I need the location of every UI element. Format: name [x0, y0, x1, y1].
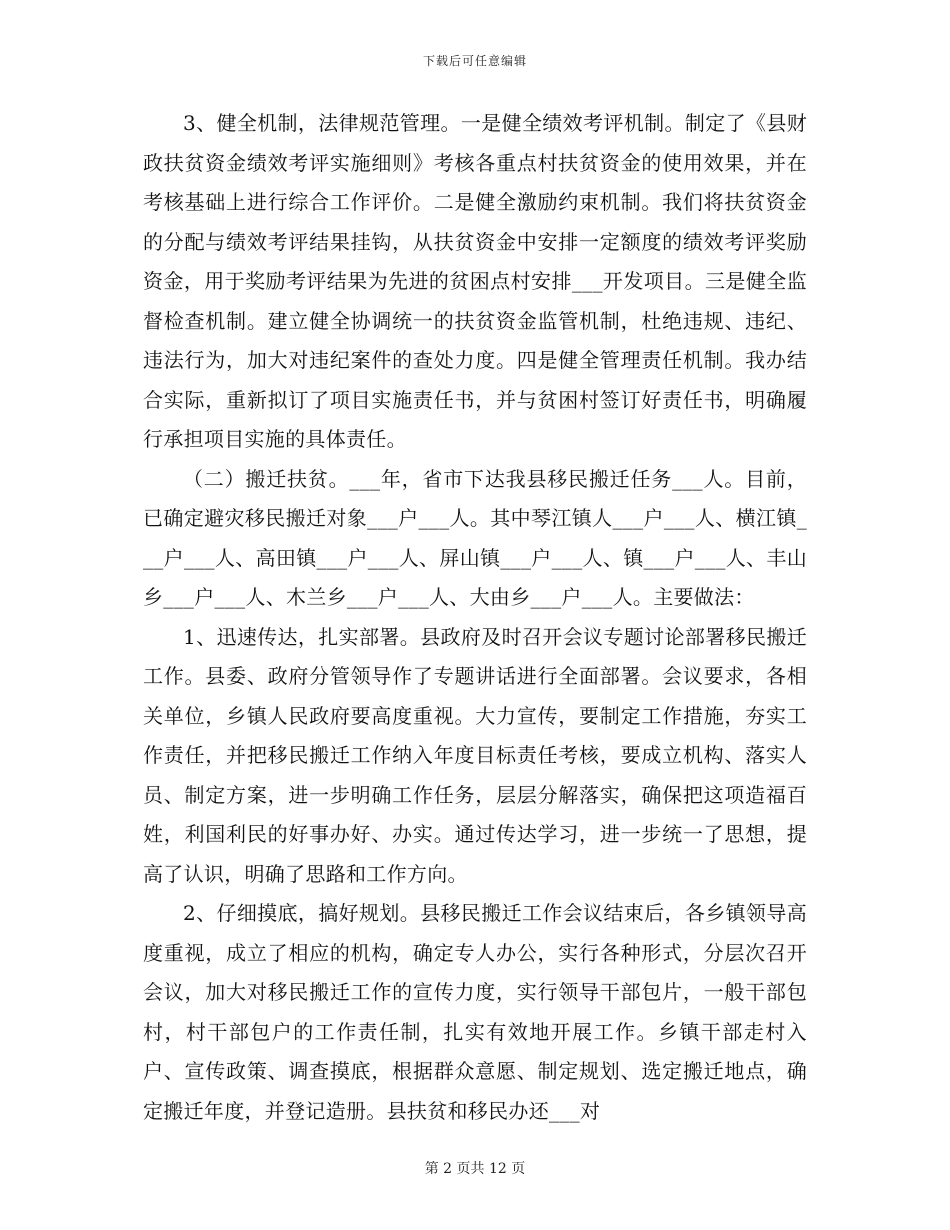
paragraph-deployment: 1、迅速传达，扎实部署。县政府及时召开会议专题讨论部署移民搬迁工作。县委、政府分管领导作了专题讲话进行全面部署。会议要求，各相关单位，乡镇人民政府要高度重视。大力宣传，要制定工作措施，夯实工作责任，并把移民搬迁工作纳入年度目标责任考核，要成立机构、落实人员、制定方案，进一步明确工作任务，层层分解落实，确保把这项造福百姓，利国利民的好事办好、办实。通过传达学习，进一步统一了思想，提高了认识，明确了思路和工作方向。	[143, 624, 807, 886]
page-header: 下载后可任意编辑	[422, 54, 527, 68]
paragraph-mechanism: 3、健全机制，法律规范管理。一是健全绩效考评机制。制定了《县财政扶贫资金绩效考评实施细则》考核各重点村扶贫资金的使用效果，并在考核基础上进行综合工作评价。二是健全激励约束机制。我们将扶贫资金的分配与绩效考评结果挂钩，从扶贫资金中安排一定额度的绩效考评奖励资金，用于奖励考评结果为先进的贫困点村安排___开发项目。三是健全监督检查机制。建立健全协调统一的扶贫资金监管机制，杜绝违规、违纪、违法行为，加大对违纪案件的查处力度。四是健全管理责任机制。我办结合实际，重新拟订了项目实施责任书，并与贫困村签订好责任书，明确履行承担项目实施的具体责任。	[143, 111, 807, 451]
document-body	[143, 104, 807, 1131]
paragraph-planning: 2、仔细摸底，搞好规划。县移民搬迁工作会议结束后，各乡镇领导高度重视，成立了相应的机构，确定专人办公，实行各种形式，分层次召开会议，加大对移民搬迁工作的宣传力度，实行领导干部包片，一般干部包村，村干部包户的工作责任制，扎实有效地开展工作。乡镇干部走村入户、宣传政策、调查摸底，根据群众意愿、制定规划、选定搬迁地点，确定搬迁年度，并登记造册。县扶贫和移民办还___对	[143, 901, 807, 1123]
page-number: 第 2 页共 12 页	[424, 1161, 526, 1177]
paragraph-relocation: （二）搬迁扶贫。___年，省市下达我县移民搬迁任务___人。目前，已确定避灾移民搬迁对象___户___人。其中琴江镇人___户___人、横江镇___户___人、高田镇___户___人、屏山镇___户___人、镇___户___人、丰山乡___户___人、木兰乡___户___人、大由乡___户___人。主要做法：	[143, 466, 807, 609]
